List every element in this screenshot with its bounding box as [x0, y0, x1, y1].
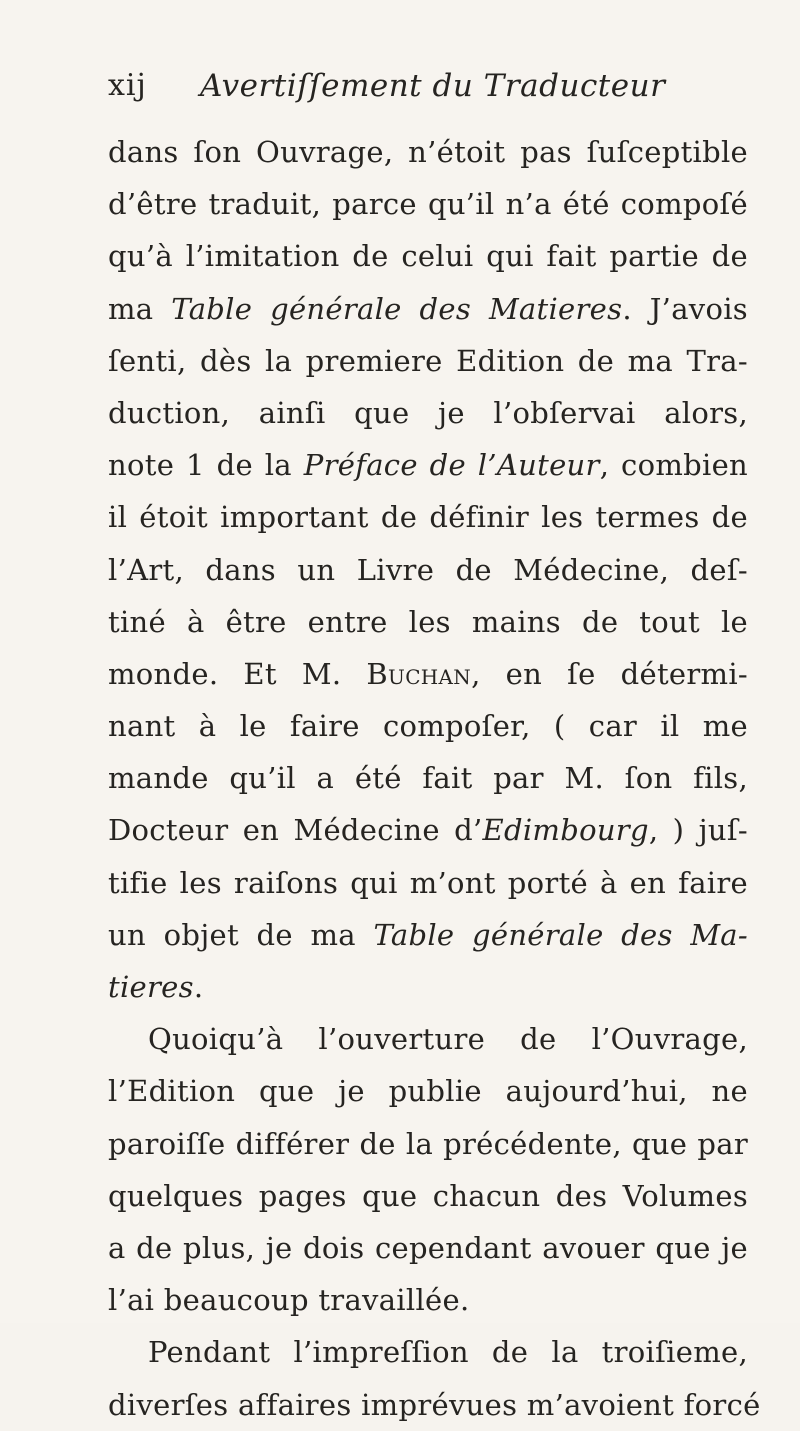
text-line: mande qu’il a été fait par M. ſon fils, — [108, 761, 748, 796]
text-line: l’Edition que je publie aujourd’hui, ne — [108, 1074, 748, 1109]
text-line: qu’à l’imitation de celui qui fait partie de — [108, 239, 748, 274]
italic-title: tieres — [108, 970, 194, 1004]
italic-title: Préface de l’Auteur — [303, 448, 600, 483]
text-line: diverſes affaires imprévues m’avoient forcé — [108, 1387, 761, 1422]
body-text — [108, 126, 761, 1431]
running-title: Avertiſſement du Traducteur — [200, 68, 666, 104]
text-line: tieres. — [108, 970, 204, 1004]
text-line: un objet de ma Table générale des Ma- — [108, 917, 748, 952]
text-line: tifie les raiſons qui m’ont porté à en faire — [108, 865, 748, 900]
text-line: l’Art, dans un Livre de Médecine, deſ- — [108, 552, 748, 587]
author-name: Buchan — [366, 656, 472, 691]
paragraph-start: Pendant l’impreſſion de la troiſieme, — [148, 1335, 748, 1370]
text-line: Docteur en Médecine d’Edimbourg, ) juſ- — [108, 813, 748, 848]
paragraph-start: Quoiqu’à l’ouverture de l’Ouvrage, — [148, 1022, 748, 1057]
text-line: d’être traduit, parce qu’il n’a été compoſé — [108, 187, 748, 222]
text-line: dans ſon Ouvrage, n’étoit pas ſuſceptible — [108, 135, 748, 169]
page-number: xij — [108, 68, 147, 103]
text-line: a de plus, je dois cependant avouer que je — [108, 1230, 748, 1265]
text-line: quelques pages que chacun des Volumes — [108, 1178, 748, 1213]
italic-place: Edimbourg — [482, 813, 649, 848]
page-header — [108, 68, 728, 112]
text-line: note 1 de la Préface de l’Auteur, combien — [108, 448, 749, 483]
text-line: ſenti, dès la premiere Edition de ma Tra- — [108, 343, 748, 378]
text-line: l’ai beaucoup travaillée. — [108, 1283, 470, 1318]
text-line: paroiſſe différer de la précédente, que par — [108, 1126, 748, 1161]
text-line: duction, ainſi que je l’obſervai alors, — [108, 395, 748, 430]
text-line: il étoit important de définir les termes de — [108, 500, 748, 535]
italic-title: Table générale des Ma- — [373, 917, 748, 952]
text-line: monde. Et M. Buchan, en ſe détermi- — [108, 656, 749, 691]
text-line: nant à le faire compoſer, ( car il me — [108, 709, 748, 744]
text-line: tiné à être entre les mains de tout le — [108, 604, 748, 639]
text-line: ma Table générale des Matieres. J’avois — [108, 291, 748, 326]
italic-title: Table générale des Matieres — [171, 291, 623, 326]
